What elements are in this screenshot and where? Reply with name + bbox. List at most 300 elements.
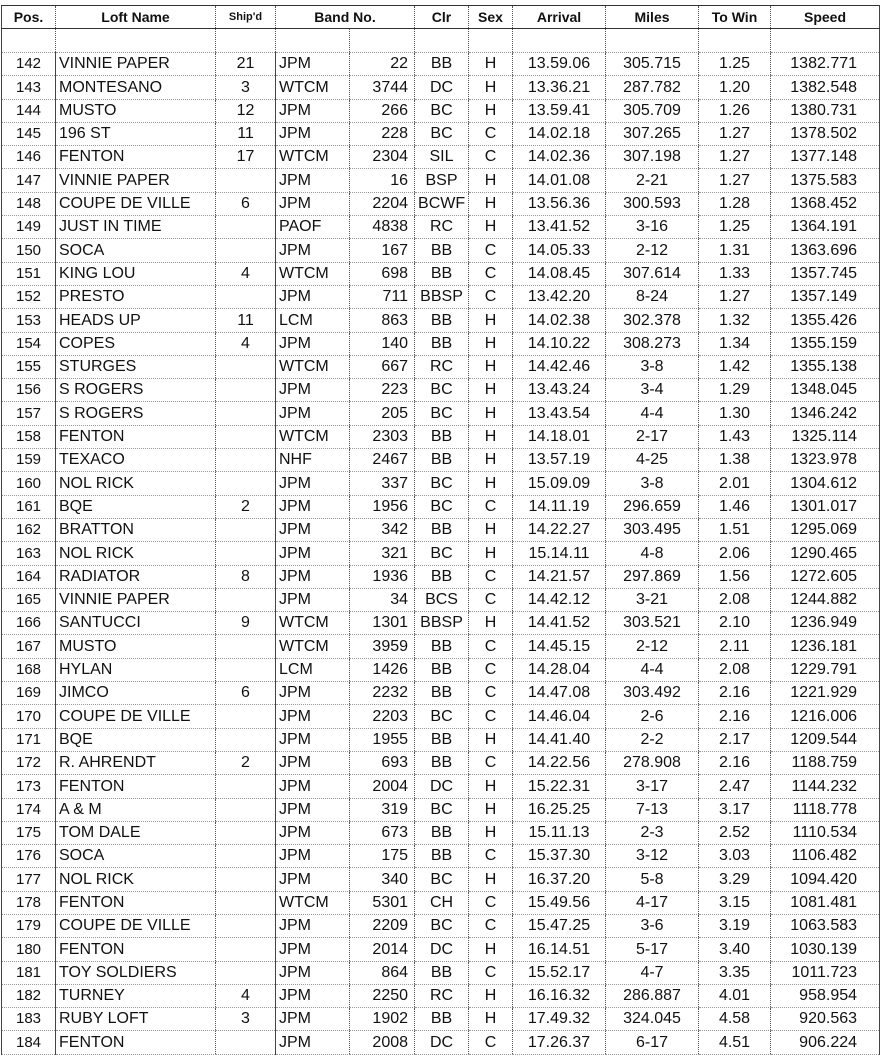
- sex-cell: C: [469, 914, 513, 937]
- sex-cell: C: [469, 961, 513, 984]
- club-cell: JPM: [276, 728, 350, 751]
- loft-name-cell: SANTUCCI: [56, 612, 216, 635]
- to-win-cell: 1.46: [699, 495, 771, 518]
- color-cell: BB: [415, 845, 469, 868]
- header-pos: Pos.: [2, 6, 56, 29]
- loft-name-cell: FENTON: [56, 938, 216, 961]
- speed-cell: 1106.482: [771, 845, 880, 868]
- position-cell: 176: [2, 845, 56, 868]
- to-win-cell: 1.38: [699, 449, 771, 472]
- speed-cell: 1377.148: [771, 146, 880, 169]
- position-cell: 156: [2, 379, 56, 402]
- arrival-cell: 15.09.09: [513, 472, 606, 495]
- position-cell: 178: [2, 891, 56, 914]
- to-win-cell: 3.40: [699, 938, 771, 961]
- miles-cell: 2-21: [606, 169, 699, 192]
- club-cell: WTCM: [276, 76, 350, 99]
- miles-cell: 4-7: [606, 961, 699, 984]
- club-cell: JPM: [276, 821, 350, 844]
- sex-cell: H: [469, 53, 513, 76]
- sex-cell: H: [469, 169, 513, 192]
- loft-name-cell: PRESTO: [56, 285, 216, 308]
- loft-name-cell: MUSTO: [56, 99, 216, 122]
- club-cell: WTCM: [276, 612, 350, 635]
- shipped-cell: [216, 402, 276, 425]
- sex-cell: C: [469, 495, 513, 518]
- shipped-cell: [216, 961, 276, 984]
- miles-cell: 3-17: [606, 775, 699, 798]
- shipped-cell: [216, 379, 276, 402]
- band-number-cell: 175: [350, 845, 415, 868]
- sex-cell: H: [469, 938, 513, 961]
- arrival-cell: 13.43.24: [513, 379, 606, 402]
- sex-cell: C: [469, 1031, 513, 1054]
- position-cell: 167: [2, 635, 56, 658]
- position-cell: 152: [2, 285, 56, 308]
- miles-cell: 303.495: [606, 518, 699, 541]
- loft-name-cell: 196 ST: [56, 122, 216, 145]
- to-win-cell: 2.16: [699, 751, 771, 774]
- shipped-cell: [216, 449, 276, 472]
- club-cell: JPM: [276, 169, 350, 192]
- position-cell: 161: [2, 495, 56, 518]
- shipped-cell: 6: [216, 192, 276, 215]
- position-cell: 145: [2, 122, 56, 145]
- shipped-cell: [216, 542, 276, 565]
- to-win-cell: 1.32: [699, 309, 771, 332]
- color-cell: SIL: [415, 146, 469, 169]
- to-win-cell: 1.25: [699, 216, 771, 239]
- color-cell: CH: [415, 891, 469, 914]
- loft-name-cell: COPES: [56, 332, 216, 355]
- table-row: [2, 798, 880, 821]
- color-cell: BC: [415, 542, 469, 565]
- color-cell: BC: [415, 99, 469, 122]
- shipped-cell: 4: [216, 984, 276, 1007]
- band-number-cell: 667: [350, 355, 415, 378]
- position-cell: 164: [2, 565, 56, 588]
- blank-cell: [415, 29, 469, 53]
- shipped-cell: [216, 588, 276, 611]
- arrival-cell: 16.37.20: [513, 868, 606, 891]
- position-cell: 177: [2, 868, 56, 891]
- sex-cell: C: [469, 285, 513, 308]
- speed-cell: 1364.191: [771, 216, 880, 239]
- miles-cell: 8-24: [606, 285, 699, 308]
- speed-cell: 1355.426: [771, 309, 880, 332]
- blank-cell: [469, 29, 513, 53]
- loft-name-cell: VINNIE PAPER: [56, 169, 216, 192]
- band-number-cell: 321: [350, 542, 415, 565]
- shipped-cell: [216, 705, 276, 728]
- club-cell: JPM: [276, 472, 350, 495]
- color-cell: BC: [415, 868, 469, 891]
- speed-cell: 1323.978: [771, 449, 880, 472]
- table-row: [2, 449, 880, 472]
- speed-cell: 1118.778: [771, 798, 880, 821]
- sex-cell: H: [469, 542, 513, 565]
- table-row: [2, 1008, 880, 1031]
- arrival-cell: 14.18.01: [513, 425, 606, 448]
- speed-cell: 1144.232: [771, 775, 880, 798]
- arrival-cell: 15.11.13: [513, 821, 606, 844]
- to-win-cell: 2.16: [699, 682, 771, 705]
- color-cell: BBSP: [415, 612, 469, 635]
- table-row: [2, 1031, 880, 1054]
- position-cell: 154: [2, 332, 56, 355]
- color-cell: DC: [415, 775, 469, 798]
- sex-cell: H: [469, 309, 513, 332]
- color-cell: BB: [415, 821, 469, 844]
- shipped-cell: 12: [216, 99, 276, 122]
- speed-cell: 920.563: [771, 1008, 880, 1031]
- blank-row: [2, 29, 880, 53]
- club-cell: JPM: [276, 845, 350, 868]
- club-cell: JPM: [276, 868, 350, 891]
- band-number-cell: 2014: [350, 938, 415, 961]
- sex-cell: C: [469, 891, 513, 914]
- miles-cell: 5-8: [606, 868, 699, 891]
- miles-cell: 3-16: [606, 216, 699, 239]
- race-results-sheet: [1, 5, 879, 1055]
- club-cell: WTCM: [276, 355, 350, 378]
- band-number-cell: 2204: [350, 192, 415, 215]
- arrival-cell: 17.49.32: [513, 1008, 606, 1031]
- club-cell: JPM: [276, 682, 350, 705]
- loft-name-cell: HYLAN: [56, 658, 216, 681]
- loft-name-cell: JIMCO: [56, 682, 216, 705]
- loft-name-cell: FENTON: [56, 891, 216, 914]
- color-cell: BB: [415, 332, 469, 355]
- arrival-cell: 14.41.52: [513, 612, 606, 635]
- color-cell: DC: [415, 1031, 469, 1054]
- color-cell: BCS: [415, 588, 469, 611]
- color-cell: BC: [415, 705, 469, 728]
- to-win-cell: 1.26: [699, 99, 771, 122]
- position-cell: 151: [2, 262, 56, 285]
- shipped-cell: 2: [216, 751, 276, 774]
- table-row: [2, 682, 880, 705]
- header-shipped: Ship'd: [216, 6, 276, 29]
- position-cell: 170: [2, 705, 56, 728]
- position-cell: 171: [2, 728, 56, 751]
- color-cell: BB: [415, 1008, 469, 1031]
- loft-name-cell: FENTON: [56, 1031, 216, 1054]
- miles-cell: 324.045: [606, 1008, 699, 1031]
- band-number-cell: 5301: [350, 891, 415, 914]
- band-number-cell: 3959: [350, 635, 415, 658]
- speed-cell: 1355.159: [771, 332, 880, 355]
- miles-cell: 305.715: [606, 53, 699, 76]
- position-cell: 172: [2, 751, 56, 774]
- arrival-cell: 14.22.27: [513, 518, 606, 541]
- shipped-cell: [216, 425, 276, 448]
- miles-cell: 2-12: [606, 635, 699, 658]
- miles-cell: 4-25: [606, 449, 699, 472]
- shipped-cell: [216, 938, 276, 961]
- to-win-cell: 2.06: [699, 542, 771, 565]
- color-cell: RC: [415, 216, 469, 239]
- loft-name-cell: COUPE DE VILLE: [56, 705, 216, 728]
- table-row: [2, 379, 880, 402]
- shipped-cell: [216, 798, 276, 821]
- shipped-cell: 8: [216, 565, 276, 588]
- header-to-win: To Win: [699, 6, 771, 29]
- arrival-cell: 13.56.36: [513, 192, 606, 215]
- club-cell: JPM: [276, 775, 350, 798]
- loft-name-cell: JUST IN TIME: [56, 216, 216, 239]
- blank-cell: [771, 29, 880, 53]
- to-win-cell: 1.31: [699, 239, 771, 262]
- shipped-cell: [216, 355, 276, 378]
- to-win-cell: 3.35: [699, 961, 771, 984]
- table-row: [2, 984, 880, 1007]
- color-cell: BCWF: [415, 192, 469, 215]
- club-cell: JPM: [276, 565, 350, 588]
- miles-cell: 2-17: [606, 425, 699, 448]
- sex-cell: C: [469, 146, 513, 169]
- position-cell: 144: [2, 99, 56, 122]
- shipped-cell: [216, 239, 276, 262]
- loft-name-cell: BRATTON: [56, 518, 216, 541]
- sex-cell: C: [469, 682, 513, 705]
- blank-cell: [513, 29, 606, 53]
- loft-name-cell: VINNIE PAPER: [56, 53, 216, 76]
- arrival-cell: 13.59.41: [513, 99, 606, 122]
- sex-cell: C: [469, 658, 513, 681]
- club-cell: JPM: [276, 122, 350, 145]
- loft-name-cell: RADIATOR: [56, 565, 216, 588]
- position-cell: 158: [2, 425, 56, 448]
- table-row: [2, 938, 880, 961]
- position-cell: 147: [2, 169, 56, 192]
- sex-cell: H: [469, 868, 513, 891]
- sex-cell: C: [469, 705, 513, 728]
- miles-cell: 303.521: [606, 612, 699, 635]
- miles-cell: 3-21: [606, 588, 699, 611]
- sex-cell: H: [469, 355, 513, 378]
- arrival-cell: 15.22.31: [513, 775, 606, 798]
- position-cell: 183: [2, 1008, 56, 1031]
- club-cell: JPM: [276, 984, 350, 1007]
- band-number-cell: 2004: [350, 775, 415, 798]
- shipped-cell: 11: [216, 309, 276, 332]
- to-win-cell: 1.25: [699, 53, 771, 76]
- shipped-cell: 3: [216, 1008, 276, 1031]
- speed-cell: 1355.138: [771, 355, 880, 378]
- club-cell: WTCM: [276, 146, 350, 169]
- sex-cell: H: [469, 76, 513, 99]
- table-row: [2, 355, 880, 378]
- club-cell: JPM: [276, 588, 350, 611]
- loft-name-cell: MUSTO: [56, 635, 216, 658]
- speed-cell: 1063.583: [771, 914, 880, 937]
- to-win-cell: 1.27: [699, 285, 771, 308]
- position-cell: 143: [2, 76, 56, 99]
- color-cell: DC: [415, 76, 469, 99]
- miles-cell: 2-6: [606, 705, 699, 728]
- to-win-cell: 2.17: [699, 728, 771, 751]
- position-cell: 174: [2, 798, 56, 821]
- speed-cell: 1325.114: [771, 425, 880, 448]
- to-win-cell: 3.29: [699, 868, 771, 891]
- table-row: [2, 845, 880, 868]
- shipped-cell: 3: [216, 76, 276, 99]
- speed-cell: 1380.731: [771, 99, 880, 122]
- sex-cell: C: [469, 239, 513, 262]
- color-cell: BB: [415, 635, 469, 658]
- color-cell: RC: [415, 355, 469, 378]
- band-number-cell: 266: [350, 99, 415, 122]
- band-number-cell: 342: [350, 518, 415, 541]
- position-cell: 155: [2, 355, 56, 378]
- table-row: [2, 262, 880, 285]
- shipped-cell: [216, 1031, 276, 1054]
- shipped-cell: [216, 216, 276, 239]
- speed-cell: 1304.612: [771, 472, 880, 495]
- sex-cell: H: [469, 798, 513, 821]
- to-win-cell: 2.52: [699, 821, 771, 844]
- table-row: [2, 285, 880, 308]
- miles-cell: 5-17: [606, 938, 699, 961]
- color-cell: BB: [415, 262, 469, 285]
- band-number-cell: 1936: [350, 565, 415, 588]
- arrival-cell: 14.21.57: [513, 565, 606, 588]
- club-cell: JPM: [276, 518, 350, 541]
- shipped-cell: [216, 285, 276, 308]
- miles-cell: 2-2: [606, 728, 699, 751]
- position-cell: 168: [2, 658, 56, 681]
- to-win-cell: 1.20: [699, 76, 771, 99]
- to-win-cell: 2.47: [699, 775, 771, 798]
- blank-cell: [2, 29, 56, 53]
- sex-cell: H: [469, 192, 513, 215]
- shipped-cell: [216, 169, 276, 192]
- table-row: [2, 751, 880, 774]
- to-win-cell: 1.42: [699, 355, 771, 378]
- shipped-cell: 9: [216, 612, 276, 635]
- color-cell: BC: [415, 472, 469, 495]
- loft-name-cell: KING LOU: [56, 262, 216, 285]
- loft-name-cell: FENTON: [56, 425, 216, 448]
- speed-cell: 1110.534: [771, 821, 880, 844]
- miles-cell: 287.782: [606, 76, 699, 99]
- band-number-cell: 1426: [350, 658, 415, 681]
- club-cell: JPM: [276, 379, 350, 402]
- band-number-cell: 863: [350, 309, 415, 332]
- color-cell: BB: [415, 449, 469, 472]
- shipped-cell: [216, 658, 276, 681]
- color-cell: BC: [415, 122, 469, 145]
- to-win-cell: 4.58: [699, 1008, 771, 1031]
- shipped-cell: [216, 518, 276, 541]
- arrival-cell: 14.08.45: [513, 262, 606, 285]
- club-cell: JPM: [276, 914, 350, 937]
- speed-cell: 1348.045: [771, 379, 880, 402]
- miles-cell: 307.198: [606, 146, 699, 169]
- miles-cell: 3-4: [606, 379, 699, 402]
- club-cell: JPM: [276, 938, 350, 961]
- band-number-cell: 223: [350, 379, 415, 402]
- arrival-cell: 14.05.33: [513, 239, 606, 262]
- shipped-cell: [216, 472, 276, 495]
- club-cell: LCM: [276, 309, 350, 332]
- miles-cell: 300.593: [606, 192, 699, 215]
- miles-cell: 2-12: [606, 239, 699, 262]
- color-cell: DC: [415, 938, 469, 961]
- to-win-cell: 1.33: [699, 262, 771, 285]
- position-cell: 160: [2, 472, 56, 495]
- arrival-cell: 15.14.11: [513, 542, 606, 565]
- position-cell: 142: [2, 53, 56, 76]
- arrival-cell: 14.41.40: [513, 728, 606, 751]
- table-row: [2, 146, 880, 169]
- loft-name-cell: STURGES: [56, 355, 216, 378]
- speed-cell: 1236.949: [771, 612, 880, 635]
- loft-name-cell: NOL RICK: [56, 542, 216, 565]
- to-win-cell: 1.34: [699, 332, 771, 355]
- sex-cell: H: [469, 472, 513, 495]
- sex-cell: H: [469, 728, 513, 751]
- sex-cell: C: [469, 751, 513, 774]
- header-band-no: Band No.: [276, 6, 415, 29]
- position-cell: 182: [2, 984, 56, 1007]
- band-number-cell: 2304: [350, 146, 415, 169]
- to-win-cell: 1.27: [699, 169, 771, 192]
- band-number-cell: 2303: [350, 425, 415, 448]
- arrival-cell: 14.22.56: [513, 751, 606, 774]
- club-cell: WTCM: [276, 425, 350, 448]
- to-win-cell: 3.03: [699, 845, 771, 868]
- blank-cell: [276, 29, 350, 53]
- loft-name-cell: RUBY LOFT: [56, 1008, 216, 1031]
- header-color: Clr: [415, 6, 469, 29]
- position-cell: 150: [2, 239, 56, 262]
- sex-cell: C: [469, 635, 513, 658]
- miles-cell: 296.659: [606, 495, 699, 518]
- miles-cell: 3-8: [606, 355, 699, 378]
- loft-name-cell: TURNEY: [56, 984, 216, 1007]
- arrival-cell: 13.59.06: [513, 53, 606, 76]
- position-cell: 166: [2, 612, 56, 635]
- blank-cell: [699, 29, 771, 53]
- table-row: [2, 122, 880, 145]
- position-cell: 173: [2, 775, 56, 798]
- position-cell: 148: [2, 192, 56, 215]
- to-win-cell: 1.28: [699, 192, 771, 215]
- club-cell: JPM: [276, 192, 350, 215]
- shipped-cell: [216, 728, 276, 751]
- arrival-cell: 14.47.08: [513, 682, 606, 705]
- loft-name-cell: SOCA: [56, 845, 216, 868]
- table-row: [2, 169, 880, 192]
- color-cell: BC: [415, 379, 469, 402]
- shipped-cell: [216, 891, 276, 914]
- band-number-cell: 2203: [350, 705, 415, 728]
- to-win-cell: 1.27: [699, 122, 771, 145]
- color-cell: BB: [415, 53, 469, 76]
- miles-cell: 4-8: [606, 542, 699, 565]
- to-win-cell: 1.30: [699, 402, 771, 425]
- band-number-cell: 340: [350, 868, 415, 891]
- sex-cell: H: [469, 379, 513, 402]
- band-number-cell: 673: [350, 821, 415, 844]
- miles-cell: 2-3: [606, 821, 699, 844]
- band-number-cell: 1956: [350, 495, 415, 518]
- club-cell: WTCM: [276, 891, 350, 914]
- table-row: [2, 891, 880, 914]
- miles-cell: 278.908: [606, 751, 699, 774]
